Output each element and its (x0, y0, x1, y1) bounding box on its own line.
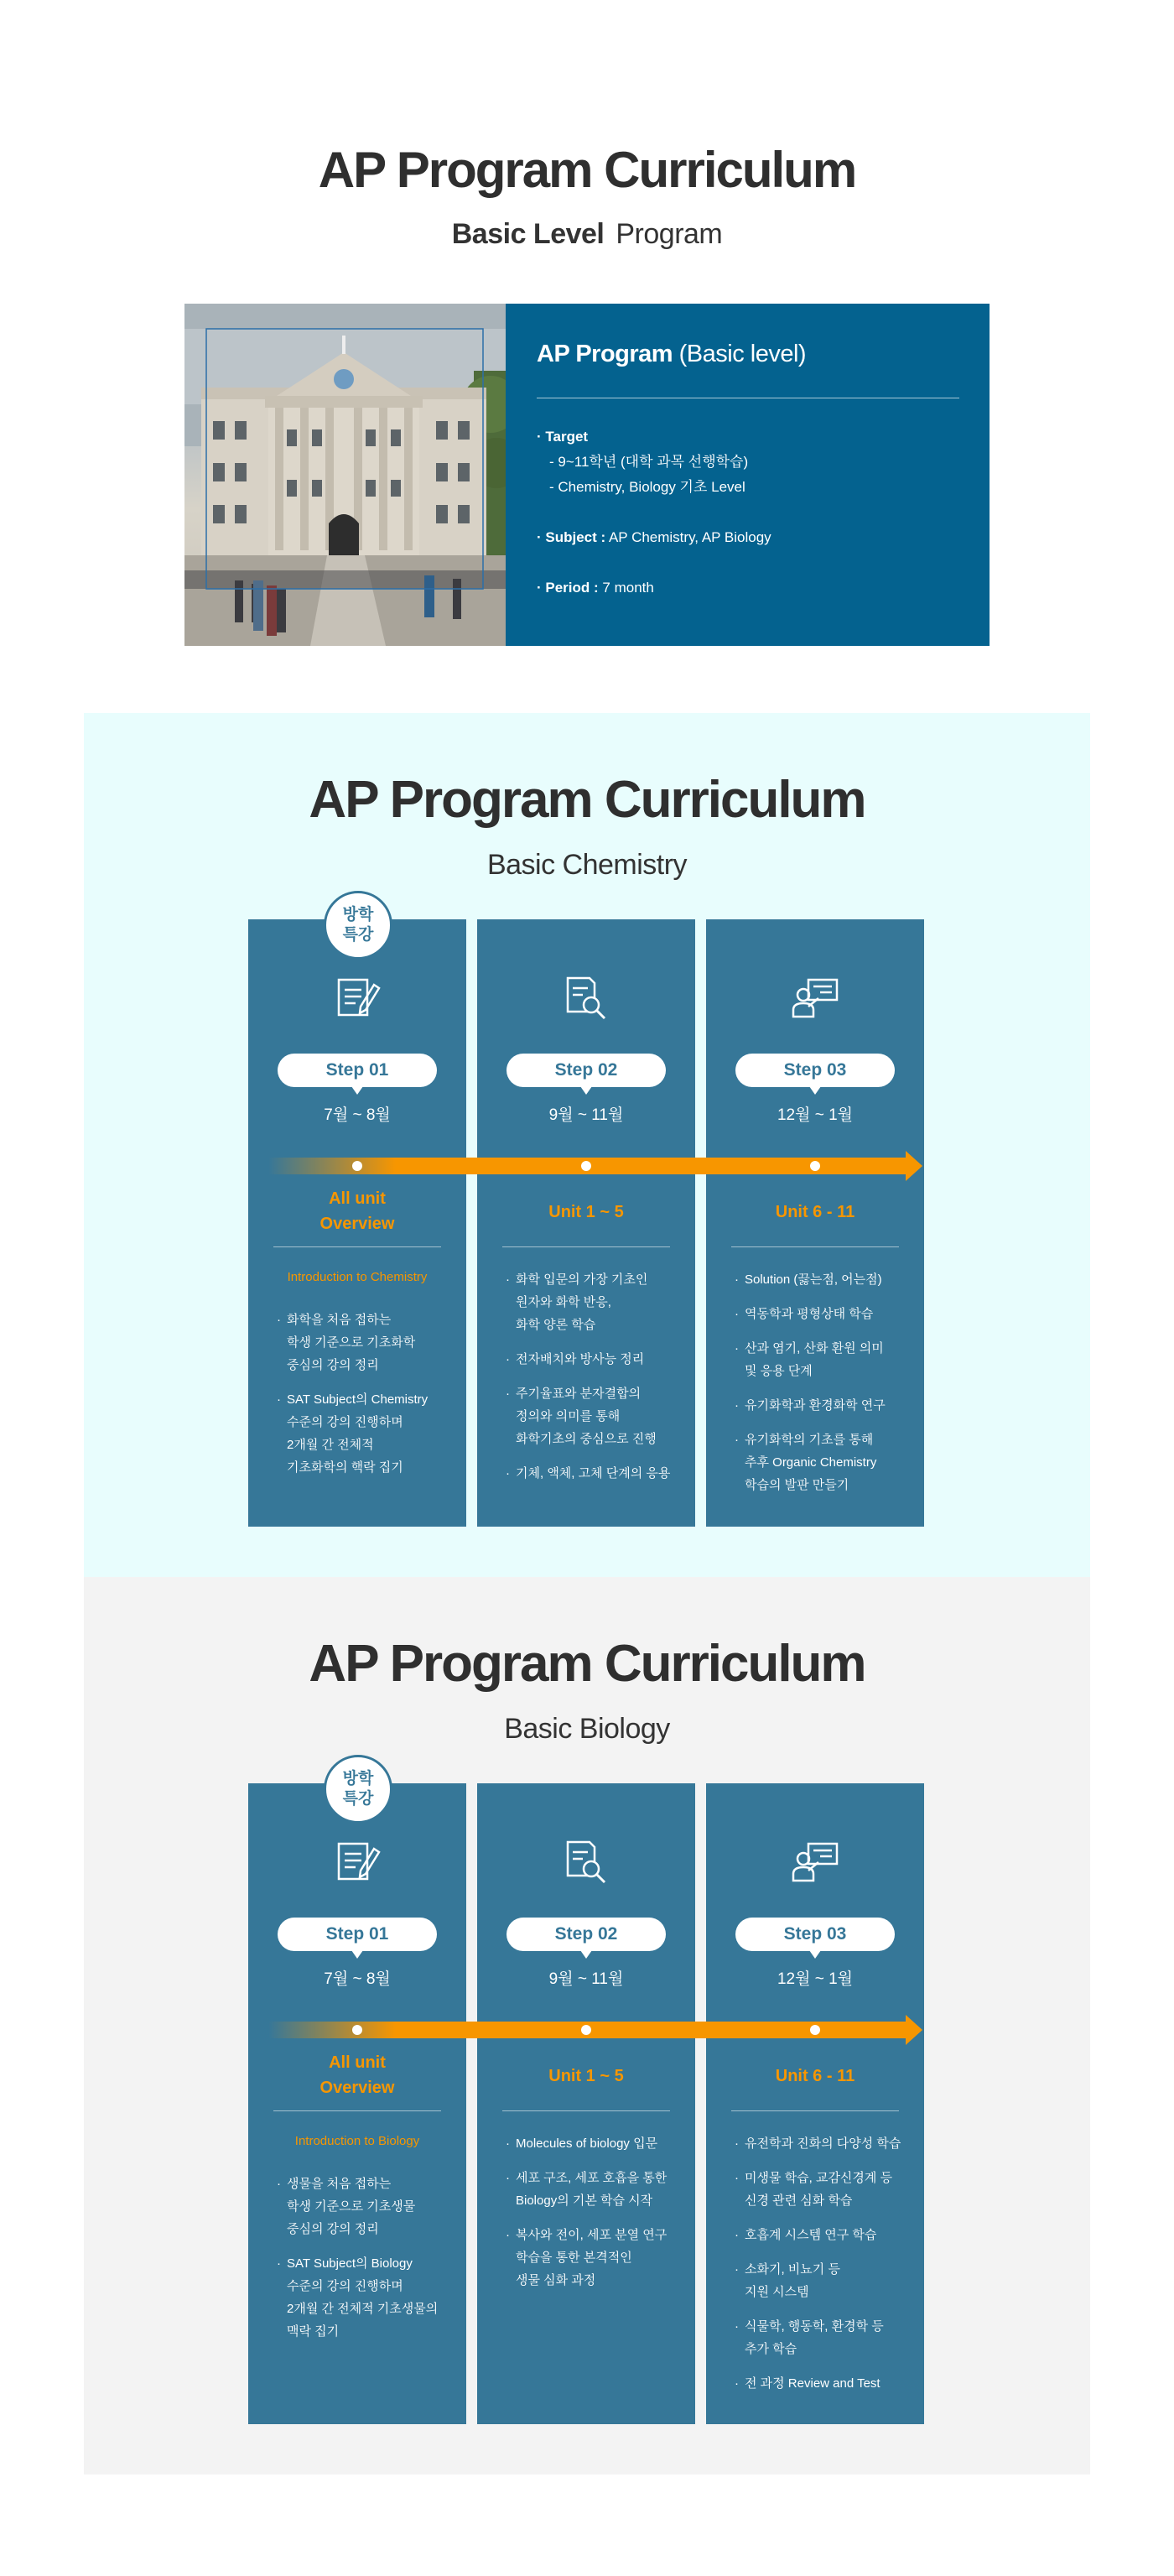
program-info-panel (506, 304, 990, 646)
timeline-dot (581, 2025, 591, 2035)
step-label: Step 01 (278, 1054, 437, 1087)
arrow-head-icon (906, 2015, 922, 2045)
teacher-board-icon (790, 1837, 840, 1887)
list-item: · 전자배치와 방사능 정리 (506, 1348, 682, 1371)
period-value: 7 month (602, 580, 654, 596)
chemistry-section-subtitle: Basic Chemistry (486, 849, 688, 881)
program-intro-card (184, 304, 990, 646)
subtitle-strong: Basic Level (451, 218, 605, 250)
target-label: · Target (537, 429, 589, 445)
step-label: Step 03 (735, 1918, 895, 1951)
list-item: · 식물학, 행동학, 환경학 등 추가 학습 (735, 2315, 911, 2360)
card-divider (273, 1246, 441, 1247)
list-item: · 전 과정 Review and Test (735, 2372, 911, 2395)
list-item: · 주기율표와 분자결합의 정의와 의미를 통해 화학기초의 중심으로 진행 (506, 1382, 682, 1450)
subject-value: AP Chemistry, AP Biology (608, 529, 771, 545)
list-item: · 세포 구조, 세포 호흡을 통한 Biology의 기본 학습 시작 (506, 2167, 682, 2212)
biology-section-title: AP Program Curriculum (309, 1635, 865, 1693)
campus-building-illustration (184, 304, 506, 646)
biology-curriculum-section (84, 1577, 1090, 2475)
target-line-1: - 9~11학년 (대학 과목 선행학습) (549, 454, 749, 470)
biology-section-subtitle: Basic Biology (504, 1713, 670, 1745)
card-divider (731, 2110, 899, 2111)
teacher-board-icon (790, 973, 840, 1023)
chemistry-step-2-bullets (506, 1268, 682, 1496)
intro-title: Introduction to Biology (294, 2134, 420, 2148)
card-divider (502, 2110, 670, 2111)
biology-step-3-card (706, 1783, 924, 2424)
arrow-head-icon (906, 1151, 922, 1181)
unit-line-1: Unit 1 ~ 5 (548, 2067, 624, 2085)
panel-title-light: (Basic level) (678, 341, 807, 367)
unit-line-2: Overview (319, 2079, 395, 2097)
timeline-dot (352, 1161, 362, 1171)
step-period: 9월 ~ 11월 (548, 1106, 624, 1124)
panel-title (537, 341, 806, 368)
step-period: 7월 ~ 8월 (324, 1970, 391, 1988)
list-item: · 화학을 처음 접하는 학생 기준으로 기초화학 중심의 강의 정리 (277, 1309, 453, 1376)
biology-step-2-card (477, 1783, 695, 2424)
panel-title-strong: AP Program (537, 341, 673, 367)
page-subtitle (0, 218, 1174, 251)
biology-step-1-bullets (277, 2173, 453, 2355)
unit-line-1: All unit (329, 2053, 386, 2072)
document-pencil-icon (332, 1837, 382, 1887)
document-pencil-icon (332, 973, 382, 1023)
biology-step-3-bullets (735, 2132, 911, 2407)
biology-step-2-bullets (506, 2132, 682, 2303)
step-label: Step 02 (506, 1918, 666, 1951)
timeline-dot (810, 1161, 820, 1171)
subject-label: · Subject : (537, 529, 606, 545)
target-line-2: - Chemistry, Biology 기초 Level (549, 479, 745, 495)
campus-photo (184, 304, 506, 646)
intro-title: Introduction to Chemistry (287, 1270, 428, 1284)
card-divider (502, 1246, 670, 1247)
step-period: 12월 ~ 1월 (777, 1970, 854, 1988)
step-period: 7월 ~ 8월 (324, 1106, 391, 1124)
chemistry-curriculum-section (84, 713, 1090, 1577)
step-label: Step 03 (735, 1054, 895, 1087)
chemistry-step-3-card (706, 919, 924, 1527)
timeline-dot (810, 2025, 820, 2035)
step-period: 9월 ~ 11월 (548, 1970, 624, 1988)
document-search-icon (561, 1837, 611, 1887)
list-item: · Solution (끓는점, 어는점) (735, 1268, 911, 1291)
unit-line-1: All unit (329, 1189, 386, 1208)
unit-line-2: Overview (319, 1215, 395, 1233)
step-label: Step 02 (506, 1054, 666, 1087)
step-label: Step 01 (278, 1918, 437, 1951)
unit-line-1: Unit 6 - 11 (775, 2067, 855, 2085)
subject-row (537, 525, 771, 550)
timeline-dot (352, 2025, 362, 2035)
period-label: · Period : (537, 580, 599, 596)
list-item: · 역동학과 평형상태 학습 (735, 1303, 911, 1325)
list-item: · 산과 염기, 산화 환원 의미 및 응용 단계 (735, 1337, 911, 1382)
unit-line-1: Unit 6 - 11 (775, 1203, 855, 1221)
document-search-icon (561, 973, 611, 1023)
card-divider (273, 2110, 441, 2111)
list-item: · 유기화학의 기초를 통해 추후 Organic Chemistry 학습의 발판 만들기 (735, 1429, 911, 1496)
period-row (537, 575, 654, 601)
list-item: · 소화기, 비뇨기 등 지원 시스템 (735, 2258, 911, 2303)
chemistry-step-1-card (248, 919, 466, 1527)
chemistry-section-title: AP Program Curriculum (309, 771, 865, 829)
page-title: AP Program Curriculum (318, 142, 856, 198)
chemistry-step-3-bullets (735, 1268, 911, 1508)
list-item: · 생물을 처음 접하는 학생 기준으로 기초생물 중심의 강의 정리 (277, 2173, 453, 2240)
list-item: · 복사와 전이, 세포 분열 연구 학습을 통한 본격적인 생물 심화 과정 (506, 2224, 682, 2292)
timeline-dot (581, 1161, 591, 1171)
list-item: · Molecules of biology 입문 (506, 2132, 682, 2155)
list-item: · 기체, 액체, 고체 단계의 응용 (506, 1462, 682, 1485)
list-item: · SAT Subject의 Biology 수준의 강의 진행하며 2개월 간 전체적 기초생물의 맥락 집기 (277, 2252, 453, 2343)
subtitle-light: Program (616, 218, 723, 250)
list-item: · 화학 입문의 가장 기초인 원자와 화학 반응, 화학 양론 학습 (506, 1268, 682, 1336)
vacation-special-badge: 방학 특강 (324, 1755, 392, 1824)
list-item: · SAT Subject의 Chemistry 수준의 강의 진행하며 2개월 간 전체적 기초화학의 핵락 집기 (277, 1388, 453, 1479)
list-item: · 미생물 학습, 교감신경계 등 신경 관련 심화 학습 (735, 2167, 911, 2212)
vacation-special-badge: 방학 특강 (324, 891, 392, 960)
card-divider (731, 1246, 899, 1247)
step-period: 12월 ~ 1월 (777, 1106, 854, 1124)
unit-line-1: Unit 1 ~ 5 (548, 1203, 624, 1221)
list-item: · 호흡계 시스템 연구 학습 (735, 2224, 911, 2246)
list-item: · 유기화학과 환경화학 연구 (735, 1394, 911, 1417)
chemistry-step-2-card (477, 919, 695, 1527)
biology-step-1-card (248, 1783, 466, 2424)
target-row (537, 424, 588, 450)
list-item: · 유전학과 진화의 다양성 학습 (735, 2132, 911, 2155)
chemistry-step-1-bullets (277, 1309, 453, 1491)
